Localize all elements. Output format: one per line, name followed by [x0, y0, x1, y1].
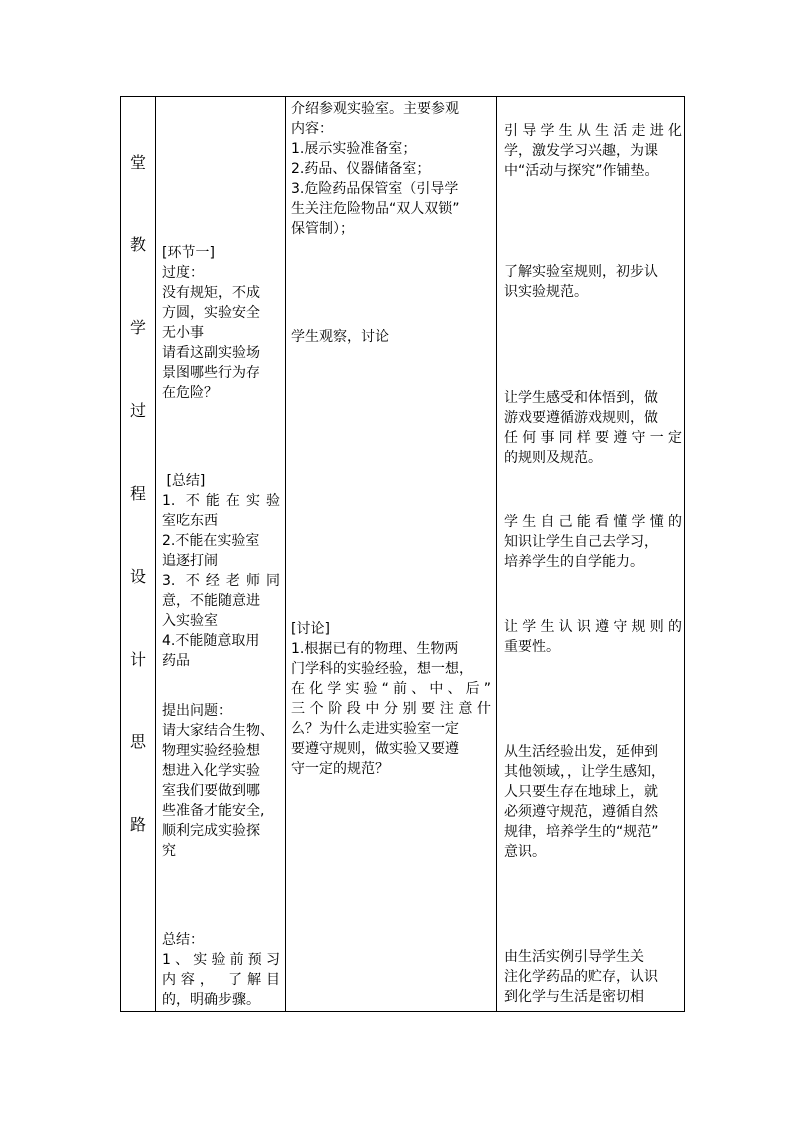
- lesson-plan-table: [120, 96, 685, 1012]
- column-divider-2: [285, 97, 286, 1011]
- section-label-char: 学: [129, 318, 146, 337]
- text-line: 1.展示实验准备室；: [291, 141, 417, 157]
- section-label-char: 思: [129, 732, 146, 751]
- text-line: 究: [162, 843, 176, 859]
- text-line: 学生自己能看懂学懂的: [504, 514, 682, 530]
- text-line: 请大家结合生物、: [162, 723, 274, 739]
- text-line: 其他领域，，让学生感知，: [504, 764, 665, 780]
- text-line: 方圆，实验安全: [162, 305, 260, 321]
- text-line: 了解实验室规则，初步认: [504, 264, 658, 280]
- text-line: 游戏要遵循游戏规则，做: [504, 410, 658, 426]
- text-line: 3. 不经老师同: [162, 573, 280, 589]
- design-intent-4: [504, 512, 682, 572]
- text-line: 的，明确步骤。: [162, 992, 260, 1008]
- text-line: 任何事同样要遵守一定: [504, 430, 682, 446]
- text-line: 重要性。: [504, 639, 560, 655]
- text-line: 无小事: [162, 325, 204, 341]
- text-line: 3.危险药品保管室（引导学: [291, 181, 459, 197]
- text-line: 意，不能随意进: [162, 593, 260, 609]
- text-line: 入实验室: [162, 613, 218, 629]
- text-line: 要遵守规则，做实验又要遵: [291, 741, 459, 757]
- design-intent-6: [504, 742, 682, 862]
- text-line: 室吃东西: [162, 513, 218, 529]
- text-line: 药品: [162, 653, 190, 669]
- text-line: 到化学与生活是密切相: [504, 989, 644, 1005]
- text-line: 人只要生存在地球上，就: [504, 784, 658, 800]
- text-line: 的规则及规范。: [504, 450, 602, 466]
- student-activity-discussion: [291, 619, 491, 779]
- text-line: 识实验规范。: [504, 284, 588, 300]
- text-line: 知识让学生自己去学习，: [504, 534, 658, 550]
- design-intent-5: [504, 617, 682, 657]
- text-line: 2.药品、仪器储备室；: [291, 161, 431, 177]
- text-line: 1、实验前预习: [162, 952, 280, 968]
- text-line: 在危险？: [162, 385, 218, 401]
- text-line: [讨论]: [291, 621, 330, 637]
- section-label-column: [121, 97, 155, 1011]
- design-intent-3: [504, 388, 682, 468]
- column-divider-3: [496, 97, 497, 1011]
- text-line: [环节一]: [162, 245, 215, 261]
- teacher-summary-rules: [162, 471, 280, 671]
- text-line: 由生活实例引导学生关: [504, 949, 644, 965]
- teacher-activity-intro: [162, 243, 280, 403]
- text-line: 保管制）；: [291, 221, 354, 237]
- student-activity-observe: [291, 327, 491, 347]
- text-line: 门学科的实验经验，想一想，: [291, 661, 473, 677]
- text-line: 意识。: [504, 844, 546, 860]
- text-line: 室我们要做到哪: [162, 783, 260, 799]
- text-line: 让学生感受和体悟到，做: [504, 390, 658, 406]
- text-line: 过度：: [162, 265, 204, 281]
- text-line: 引导学生从生活走进化: [504, 123, 682, 139]
- section-label-char: 程: [129, 484, 146, 503]
- text-line: 想进入化学实验: [162, 763, 260, 779]
- text-line: 没有规矩，不成: [162, 285, 260, 301]
- text-line: 4.不能随意取用: [162, 633, 260, 649]
- text-line: 1.根据已有的物理、生物两: [291, 641, 459, 657]
- design-intent-7: [504, 947, 682, 1007]
- text-line: 追逐打闹: [162, 553, 218, 569]
- text-line: 让学生认识遵守规则的: [504, 619, 682, 635]
- student-activity-visit: [291, 99, 491, 239]
- section-label-char: 设: [129, 567, 146, 586]
- section-label-char: 路: [129, 815, 146, 834]
- text-line: 介绍参观实验室。主要参观: [291, 101, 459, 117]
- text-line: 注化学药品的贮存，认识: [504, 969, 658, 985]
- text-line: 从生活经验出发，延伸到: [504, 744, 658, 760]
- teacher-question: [162, 701, 280, 861]
- text-line: 内容， 了解目: [162, 972, 280, 988]
- text-line: 内容：: [291, 121, 333, 137]
- section-label-char: 计: [129, 650, 146, 669]
- text-line: 总结：: [162, 932, 204, 948]
- text-line: 三个阶段中分别要注意什: [291, 701, 491, 717]
- text-line: 学，激发学习兴趣，为课: [504, 143, 658, 159]
- text-line: 景图哪些行为存: [162, 365, 260, 381]
- text-line: 在化学实验“前、中、后”: [291, 681, 491, 697]
- text-line: 顺利完成实验探: [162, 823, 260, 839]
- text-line: 些准备才能安全,: [162, 803, 265, 819]
- text-line: 1. 不能在实验: [162, 493, 280, 509]
- section-label-char: 教: [129, 235, 146, 254]
- teacher-final-summary: [162, 930, 280, 1010]
- text-line: 中“活动与探究”作铺垫。: [504, 163, 659, 179]
- section-label-char: 过: [129, 401, 146, 420]
- text-line: 培养学生的自学能力。: [504, 554, 644, 570]
- text-line: 守一定的规范？: [291, 761, 389, 777]
- text-line: 请看这副实验场: [162, 345, 260, 361]
- design-intent-1: [504, 121, 682, 181]
- design-intent-2: [504, 262, 682, 302]
- text-line: 提出问题：: [162, 703, 232, 719]
- text-line: 规律，培养学生的“规范”: [504, 824, 659, 840]
- text-line: [总结]: [162, 473, 206, 489]
- section-label-char: 堂: [129, 153, 146, 172]
- column-divider-1: [155, 97, 156, 1011]
- text-line: 生关注危险物品“双人双锁”: [291, 201, 460, 217]
- text-line: 2.不能在实验室: [162, 533, 260, 549]
- text-line: 么？为什么走进实验室一定: [291, 721, 459, 737]
- text-line: 学生观察，讨论: [291, 329, 389, 345]
- text-line: 必须遵守规范，遵循自然: [504, 804, 658, 820]
- text-line: 物理实验经验想: [162, 743, 260, 759]
